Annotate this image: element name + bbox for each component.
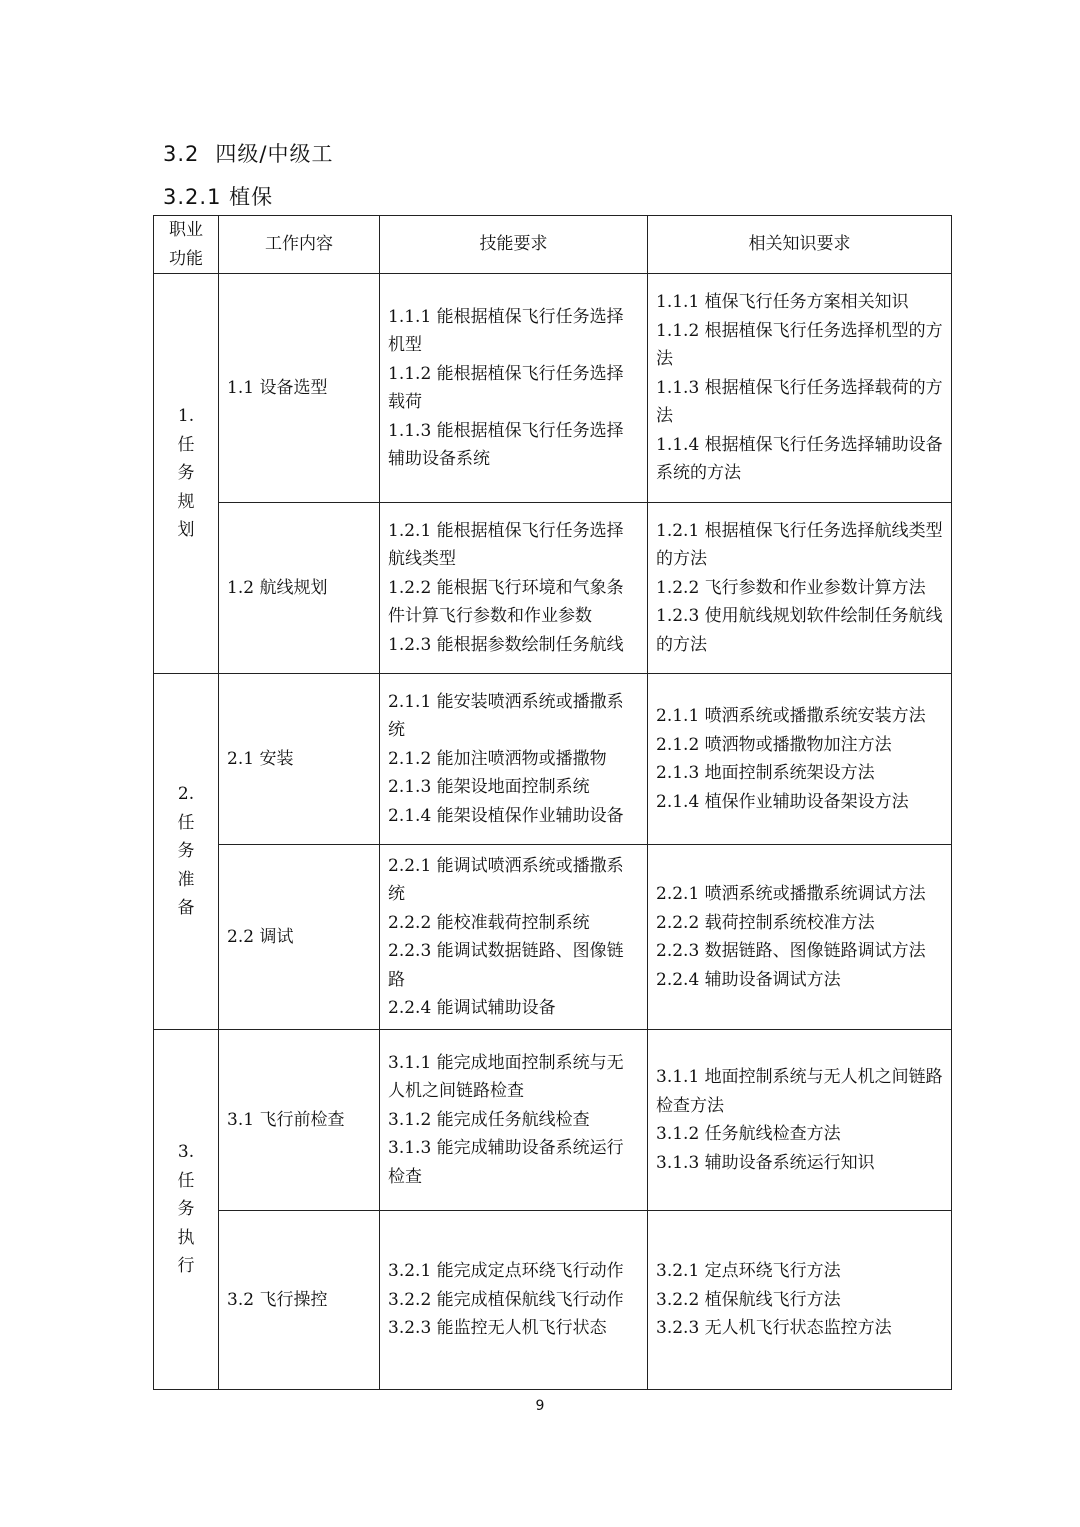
skill-cell: 3.1.1 能完成地面控制系统与无人机之间链路检查 3.1.2 能完成任务航线检查 3.1.3 能完成辅助设备系统运行检查 bbox=[380, 1030, 648, 1211]
table-row bbox=[154, 503, 952, 674]
function-cell bbox=[154, 1030, 219, 1390]
function-cell bbox=[154, 274, 219, 674]
work-content-cell: 2.1 安装 bbox=[219, 674, 380, 845]
work-content-cell: 3.1 飞行前检查 bbox=[219, 1030, 380, 1211]
knowledge-cell: 1.1.1 植保飞行任务方案相关知识 1.1.2 根据植保飞行任务选择机型的方法 1.1.3 根据植保飞行任务选择载荷的方法 1.1.4 根据植保飞行任务选择辅助设备系统的方法 bbox=[648, 274, 952, 503]
header-function: 职业功能 bbox=[154, 216, 219, 274]
table-row bbox=[154, 845, 952, 1030]
skill-cell: 1.2.1 能根据植保飞行任务选择航线类型 1.2.2 能根据飞行环境和气象条件计算飞行参数和作业参数 1.2.3 能根据参数绘制任务航线 bbox=[380, 503, 648, 674]
work-content-cell: 1.2 航线规划 bbox=[219, 503, 380, 674]
knowledge-cell: 1.2.1 根据植保飞行任务选择航线类型的方法 1.2.2 飞行参数和作业参数计算方法 1.2.3 使用航线规划软件绘制任务航线的方法 bbox=[648, 503, 952, 674]
function-label: 2. 任 务 准 备 bbox=[177, 784, 195, 919]
table-row bbox=[154, 1030, 952, 1211]
work-content-cell: 2.2 调试 bbox=[219, 845, 380, 1030]
table-row bbox=[154, 274, 952, 503]
knowledge-cell: 2.2.1 喷洒系统或播撒系统调试方法 2.2.2 载荷控制系统校准方法 2.2.3 数据链路、图像链路调试方法 2.2.4 辅助设备调试方法 bbox=[648, 845, 952, 1030]
skill-cell: 3.2.1 能完成定点环绕飞行动作 3.2.2 能完成植保航线飞行动作 3.2.3 能监控无人机飞行状态 bbox=[380, 1211, 648, 1390]
header-knowledge-requirements: 相关知识要求 bbox=[648, 216, 952, 274]
function-cell bbox=[154, 674, 219, 1030]
knowledge-cell: 3.2.1 定点环绕飞行方法 3.2.2 植保航线飞行方法 3.2.3 无人机飞行状态监控方法 bbox=[648, 1211, 952, 1390]
skill-cell: 1.1.1 能根据植保飞行任务选择机型 1.1.2 能根据植保飞行任务选择载荷 1.1.3 能根据植保飞行任务选择辅助设备系统 bbox=[380, 274, 648, 503]
header-work-content: 工作内容 bbox=[219, 216, 380, 274]
section-number: 3.2 bbox=[163, 142, 200, 166]
page-number: 9 bbox=[535, 1398, 545, 1414]
section-heading bbox=[163, 138, 333, 168]
subsection-heading: 3.2.1 植保 bbox=[163, 185, 274, 209]
table-row bbox=[154, 1211, 952, 1390]
table-header-row bbox=[154, 216, 952, 274]
work-content-cell: 3.2 飞行操控 bbox=[219, 1211, 380, 1390]
section-title: 四级/中级工 bbox=[215, 142, 334, 166]
skill-cell: 2.1.1 能安装喷洒系统或播撒系统 2.1.2 能加注喷洒物或播撒物 2.1.3 能架设地面控制系统 2.1.4 能架设植保作业辅助设备 bbox=[380, 674, 648, 845]
work-content-cell: 1.1 设备选型 bbox=[219, 274, 380, 503]
function-label: 3. 任 务 执 行 bbox=[177, 1142, 195, 1277]
header-skill-requirements: 技能要求 bbox=[380, 216, 648, 274]
knowledge-cell: 3.1.1 地面控制系统与无人机之间链路检查方法 3.1.2 任务航线检查方法 3.1.3 辅助设备系统运行知识 bbox=[648, 1030, 952, 1211]
function-label: 1. 任 务 规 划 bbox=[177, 406, 195, 541]
table-row bbox=[154, 674, 952, 845]
standards-table bbox=[153, 215, 952, 1390]
skill-cell: 2.2.1 能调试喷洒系统或播撒系统 2.2.2 能校准载荷控制系统 2.2.3 能调试数据链路、图像链路 2.2.4 能调试辅助设备 bbox=[380, 845, 648, 1030]
knowledge-cell: 2.1.1 喷洒系统或播撒系统安装方法 2.1.2 喷洒物或播撒物加注方法 2.1.3 地面控制系统架设方法 2.1.4 植保作业辅助设备架设方法 bbox=[648, 674, 952, 845]
